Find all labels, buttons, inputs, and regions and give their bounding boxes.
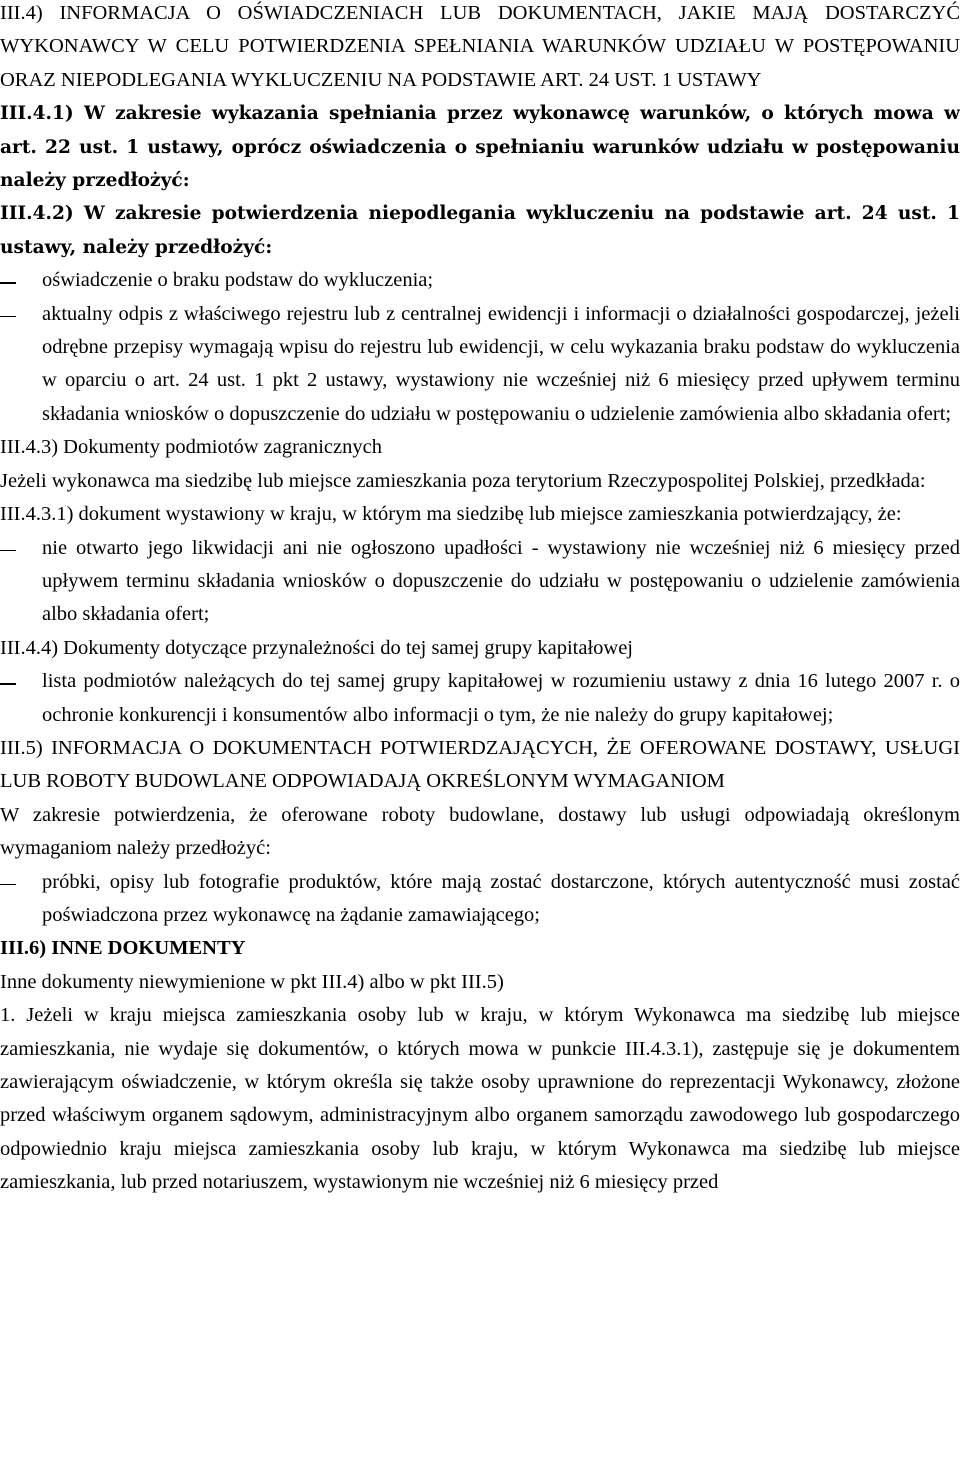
paragraph-III-6-1: 1. Jeżeli w kraju miejsca zamieszkania osoby lub w kraju, w którym Wykonawca ma siedzibę lub miejsce zamieszkania, nie wydaje się dokumentów, o których mowa w punkcie III.4.3.1), zastępuje się je dokumentem zawierającym oświadczenie, w którym określa się także osoby uprawnione do reprezentacji Wykonawcy, złożone przed właściwym organem sądowym, administracyjnym albo organem samorządu zawodowego lub gospodarczego odpowiednio kraju miejsca zamieszkania osoby lub kraju, w którym Wykonawca ma siedzibę lub miejsce zamieszkania, lub przed notariuszem, wystawionym nie wcześniej niż 6 miesięcy przed (0, 1004, 960, 1194)
paragraph-III-5-intro: W zakresie potwierdzenia, że oferowane roboty budowlane, dostawy lub usługi odpowiadają określonym wymaganiom należy przedłożyć: (0, 803, 960, 860)
list-item-text: próbki, opisy lub fotografie produktów, które mają zostać dostarczone, których autentyczność musi zostać poświadczona przez wykonawcę na żądanie zamawiającego; (42, 870, 960, 926)
list-item (0, 665, 960, 732)
list-item (0, 532, 960, 632)
paragraph-III-4-2: III.4.2) W zakresie potwierdzenia niepodlegania wykluczeniu na podstawie art. 24 ust. 1 ustawy, należy przedłożyć: (0, 203, 960, 258)
section-heading-III-6: III.6) INNE DOKUMENTY (0, 937, 246, 960)
list-item (0, 264, 960, 297)
paragraph-III-4-1: III.4.1) W zakresie wykazania spełniania przez wykonawcę warunków, o których mowa w art. 22 ust. 1 ustawy, oprócz oświadczenia o spełnianiu warunków udziału w postępowaniu należy przedłożyć: (0, 103, 960, 192)
section-heading-III-5: III.5) INFORMACJA O DOKUMENTACH POTWIERDZAJĄCYCH, ŻE OFEROWANE DOSTAWY, USŁUGI LUB ROBOTY BUDOWLANE ODPOWIADAJĄ OKREŚLONYM WYMAGANIOM (0, 736, 960, 793)
paragraph-III-6-line: Inne dokumenty niewymienione w pkt III.4) albo w pkt III.5) (0, 970, 504, 993)
section-heading-III-4: III.4) INFORMACJA O OŚWIADCZENIACH LUB DOKUMENTACH, JAKIE MAJĄ DOSTARCZYĆ WYKONAWCY W CELU POTWIERDZENIA SPEŁNIANIA WARUNKÓW UDZIAŁU W POSTĘPOWANIU ORAZ NIEPODLEGANIA WYKLUCZENIU NA PODSTAWIE ART. 24 UST. 1 USTAWY (0, 2, 960, 91)
list-item (0, 298, 960, 432)
paragraph-III-4-3-1: III.4.3.1) dokument wystawiony w kraju, w którym ma siedzibę lub miejsce zamieszkania potwierdzający, że: (0, 503, 902, 526)
list-item-text: aktualny odpis z właściwego rejestru lub z centralnej ewidencji i informacji o działalności gospodarczej, jeżeli odrębne przepisy wymagają wpisu do rejestru lub ewidencji, w celu wykazania braku podstaw do wykluczenia w oparciu o art. 24 ust. 1 pkt 2 ustawy, wystawiony nie wcześniej niż 6 miesięcy przed upływem terminu składania wniosków o dopuszczenie do udziału w postępowaniu o udzielenie zamówienia albo składania ofert; (42, 302, 960, 425)
list-item-text: lista podmiotów należących do tej samej grupy kapitałowej w rozumieniu ustawy z dnia 16 lutego 2007 r. o ochronie konkurencji i konsumentów albo informacji o tym, że nie należy do grupy kapitałowej; (42, 670, 960, 726)
list-item-text: oświadczenie o braku podstaw do wykluczenia; (42, 269, 434, 292)
list-item-text: nie otwarto jego likwidacji ani nie ogłoszono upadłości - wystawiony nie wcześniej niż 6 miesięcy przed upływem terminu składania wniosków o dopuszczenie do udziału w postępowaniu o udzielenie zamówienia albo składania ofert; (42, 536, 960, 626)
paragraph-III-4-4: III.4.4) Dokumenty dotyczące przynależności do tej samej grupy kapitałowej (0, 636, 633, 659)
paragraph-III-4-3: III.4.3) Dokumenty podmiotów zagranicznych (0, 436, 382, 459)
paragraph-III-4-3-intro: Jeżeli wykonawca ma siedzibę lub miejsce zamieszkania poza terytorium Rzeczypospolitej Polskiej, przedkłada: (0, 469, 926, 492)
list-item (0, 866, 960, 933)
